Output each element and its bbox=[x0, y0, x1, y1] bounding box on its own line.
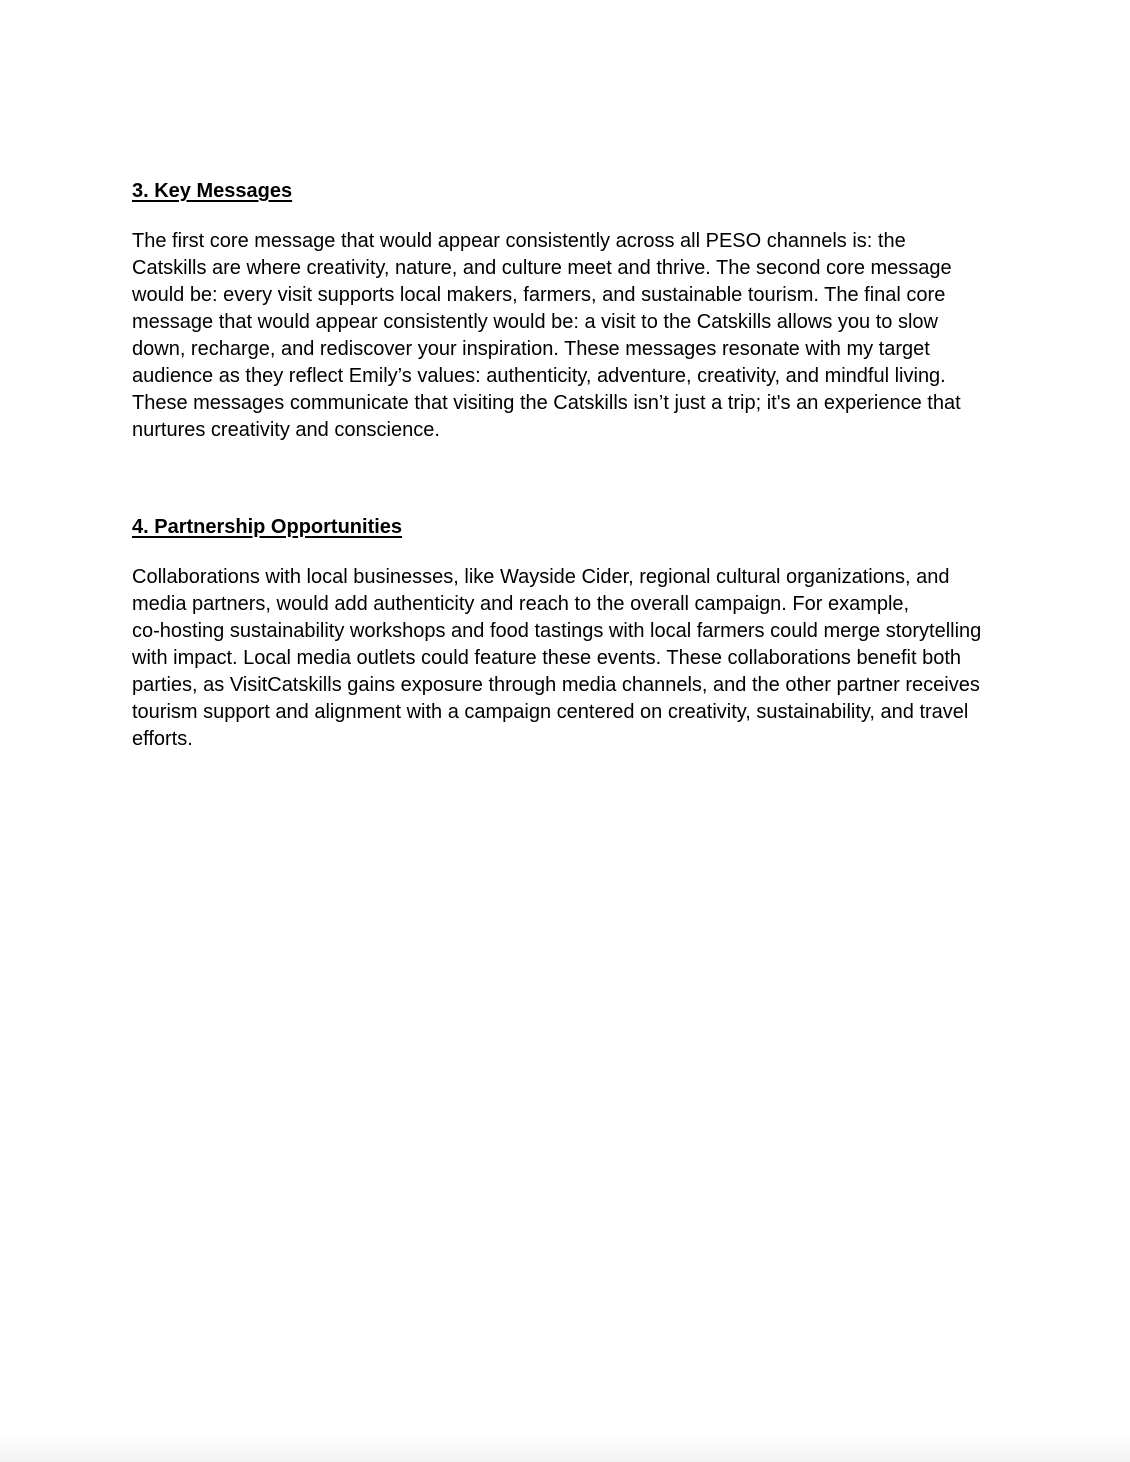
paragraph-line: Catskills are where creativity, nature, and culture meet and thrive. The second core message bbox=[132, 257, 952, 279]
section-paragraph bbox=[132, 228, 1012, 444]
section-heading: 4. Partnership Opportunities bbox=[132, 516, 403, 538]
paragraph-line: efforts. bbox=[132, 728, 193, 750]
page-bottom-shadow bbox=[0, 1432, 1130, 1462]
section-heading: 3. Key Messages bbox=[132, 180, 293, 202]
paragraph-line: The first core message that would appear consistently across all PESO channels is: the bbox=[132, 230, 906, 252]
paragraph-line: Collaborations with local businesses, like Wayside Cider, regional cultural organizations, and bbox=[132, 566, 950, 588]
paragraph-line: message that would appear consistently would be: a visit to the Catskills allows you to slow bbox=[132, 311, 938, 333]
paragraph-line: would be: every visit supports local makers, farmers, and sustainable tourism. The final core bbox=[132, 284, 946, 306]
section-paragraph bbox=[132, 564, 1012, 753]
paragraph-line: These messages communicate that visiting the Catskills isn’t just a trip; it's an experience that bbox=[132, 392, 961, 414]
paragraph-line: audience as they reflect Emily’s values: authenticity, adventure, creativity, and mindful living. bbox=[132, 365, 946, 387]
paragraph-line: with impact. Local media outlets could feature these events. These collaborations benefit both bbox=[132, 647, 962, 669]
paragraph-line: media partners, would add authenticity and reach to the overall campaign. For example, bbox=[132, 593, 910, 615]
paragraph-line: co-hosting sustainability workshops and food tastings with local farmers could merge storytelling bbox=[132, 620, 982, 642]
section-partnership-opportunities bbox=[132, 514, 1012, 753]
paragraph-line: nurtures creativity and conscience. bbox=[132, 419, 440, 441]
section-key-messages bbox=[132, 178, 1012, 444]
paragraph-line: tourism support and alignment with a campaign centered on creativity, sustainability, and travel bbox=[132, 701, 969, 723]
paragraph-line: parties, as VisitCatskills gains exposure through media channels, and the other partner receives bbox=[132, 674, 980, 696]
paragraph-line: down, recharge, and rediscover your inspiration. These messages resonate with my target bbox=[132, 338, 930, 360]
